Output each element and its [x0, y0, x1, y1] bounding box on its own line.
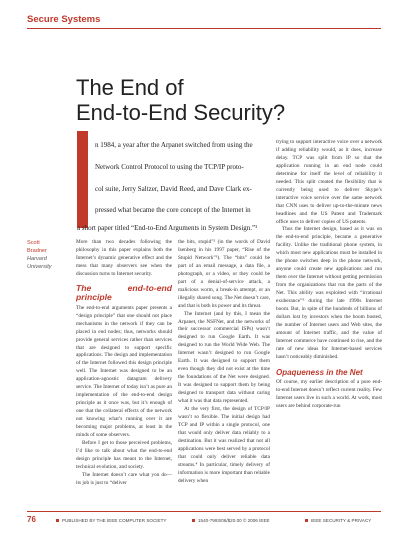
- paragraph: the bits, stupid”² (in the words of David Isenberg in his 1997 paper, “Rise of the Stupid Network”³). The “bits” could be part of an email message, a data file, a photograph, or a video, or they could be part of a denial-of-service attack, a malicious worm, a break-in attempt, or an illegally shared song. The Net doesn’t care, and that is both its power and its threat.: [178, 239, 270, 309]
- paragraph: The end-to-end arguments paper presents a “design principle” that one should not place mechanisms in the network if they can be placed in end nodes; thus, networks should provide general services rather than services that are designed to support specific applications. The design and implementation of the Internet followed this design principle well. The Internet was designed to be an application-agnostic datagram delivery service. The Internet of today isn’t as pure an implementation of the end-to-end design principle as it once was, but it’s enough of one that the collateral effects of the network not knowing what’s running over it are becoming major problems, at least in the minds of some observers.: [76, 304, 172, 439]
- paragraph: At the very first, the design of TCP/IP wasn’t so flexible. The initial design had TCP and IP within a single protocol, one that would only deliver data reliably to a destination. But it was realized that not all applications were best served by a protocol that could only deliver reliable data streams.⁴ In particular, timely delivery of information is more important than reliable delivery when: [178, 406, 270, 484]
- intro-line: col suite, Jerry Saltzer, David Reed, and Dave Clark ex-: [95, 184, 252, 193]
- title-line-2: End-to-End Security?: [76, 100, 286, 125]
- section-tag: Secure Systems: [27, 14, 101, 25]
- intro-line: Network Control Protocol to using the TCP/IP proto-: [95, 162, 244, 171]
- publisher-text: PUBLISHED BY THE IEEE COMPUTER SOCIETY: [62, 518, 167, 523]
- author-block: [27, 239, 65, 271]
- page-number: 76: [27, 515, 36, 524]
- square-bullet-icon: [56, 519, 59, 522]
- footer-magazine: [305, 518, 371, 523]
- magazine-text: IEEE SECURITY & PRIVACY: [311, 518, 372, 523]
- subheading-end-to-end: The end-to-end principle: [76, 282, 172, 302]
- paragraph: Before I get to those perceived problems, I’d like to talk about what the end-to-end design principle has meant to the Internet, technical evolution, and society.: [76, 439, 172, 470]
- author-affiliation: Harvard University: [27, 256, 52, 270]
- paragraph: The Internet (and by this, I mean the Arpanet, the NSFNet, and the networks of their successor commercial ISPs) wasn’t designed to run Google Earth. It was designed to run the World Wide Web. The Internet wasn’t designed to run Google Earth. It was designed to support them even though they did not exist at the time the foundations of the Net were designed. It was designed to support them by being designed to transport data without caring what it was that data represented.: [178, 310, 270, 405]
- intro-text: [95, 135, 255, 222]
- intro-line: pressed what became the core concept of the Internet in: [95, 206, 251, 215]
- paragraph: The Internet doesn’t care what you do—its job is just to “deliver: [76, 471, 172, 486]
- body-column-1: [76, 239, 172, 488]
- paragraph: More than two decades following the philosophy in this paper explains both the Internet’s dynamic generative effect and the mess that many observers see when the discussion turns to Internet security.: [76, 239, 172, 277]
- footer-publisher: [56, 518, 167, 523]
- square-bullet-icon: [305, 519, 308, 522]
- subheading-opaqueness: Opaqueness in the Net: [276, 367, 363, 377]
- author-last-name: Bradner: [27, 248, 47, 254]
- paragraph: Of course, my earlier description of a pure end-to-end Internet doesn’t reflect current reality. Few Internet users live in such a world. At work, most users are behind corporate-run: [276, 378, 382, 409]
- intro-last-line: a short paper titled “End-to-End Arguments in System Design.”¹: [77, 224, 258, 232]
- intro-line: n 1984, a year after the Arpanet switched from using the: [95, 141, 253, 149]
- article-title: [76, 75, 376, 125]
- title-line-1: The End of: [76, 75, 184, 100]
- footer-issn: [192, 518, 270, 523]
- paragraph: trying to support interactive voice over a network if adding reliability would, as it does, increase delay. TCP was split from IP so that the application running in an end node could determine for itself the level of reliability it needed. This split created the flexibility that is currently being used to deliver Skype’s interactive voice service over the same network that CNN uses to deliver up-to-the-minute news headlines and the US Patent and Trademark office uses to deliver copies of US patents.: [276, 139, 382, 225]
- square-bullet-icon: [192, 519, 195, 522]
- header-rule: [27, 28, 381, 29]
- footer-rule: [27, 511, 381, 512]
- paragraph: Thus the Internet design, based as it was on the end-to-end principle, became a generative facility. Unlike the traditional phone system, in which most new applications must be installed in the phone switches deep in the phone network, anyone could create new applications and run them over the Internet without getting permission from the organizations that run the parts of the Net. This ability was exploited with “irrational exuberance”⁵ during the late 1990s Internet boom. But, in spite of the hundreds of billions of dollars lost by investors when the boom busted, the number of Internet users and Web sites, the amount of Internet traffic, and the value of Internet commerce have continued to rise, and the rate of new ideas for Internet-based services hasn’t noticeably diminished.: [276, 226, 382, 360]
- body-column-3: [276, 139, 382, 411]
- body-column-2: [178, 239, 270, 486]
- drop-cap-i: [77, 131, 88, 228]
- issn-text: 1540-7993/06/$20.00 © 2006 IEEE: [198, 518, 270, 523]
- author-first-name: Scott: [27, 240, 40, 246]
